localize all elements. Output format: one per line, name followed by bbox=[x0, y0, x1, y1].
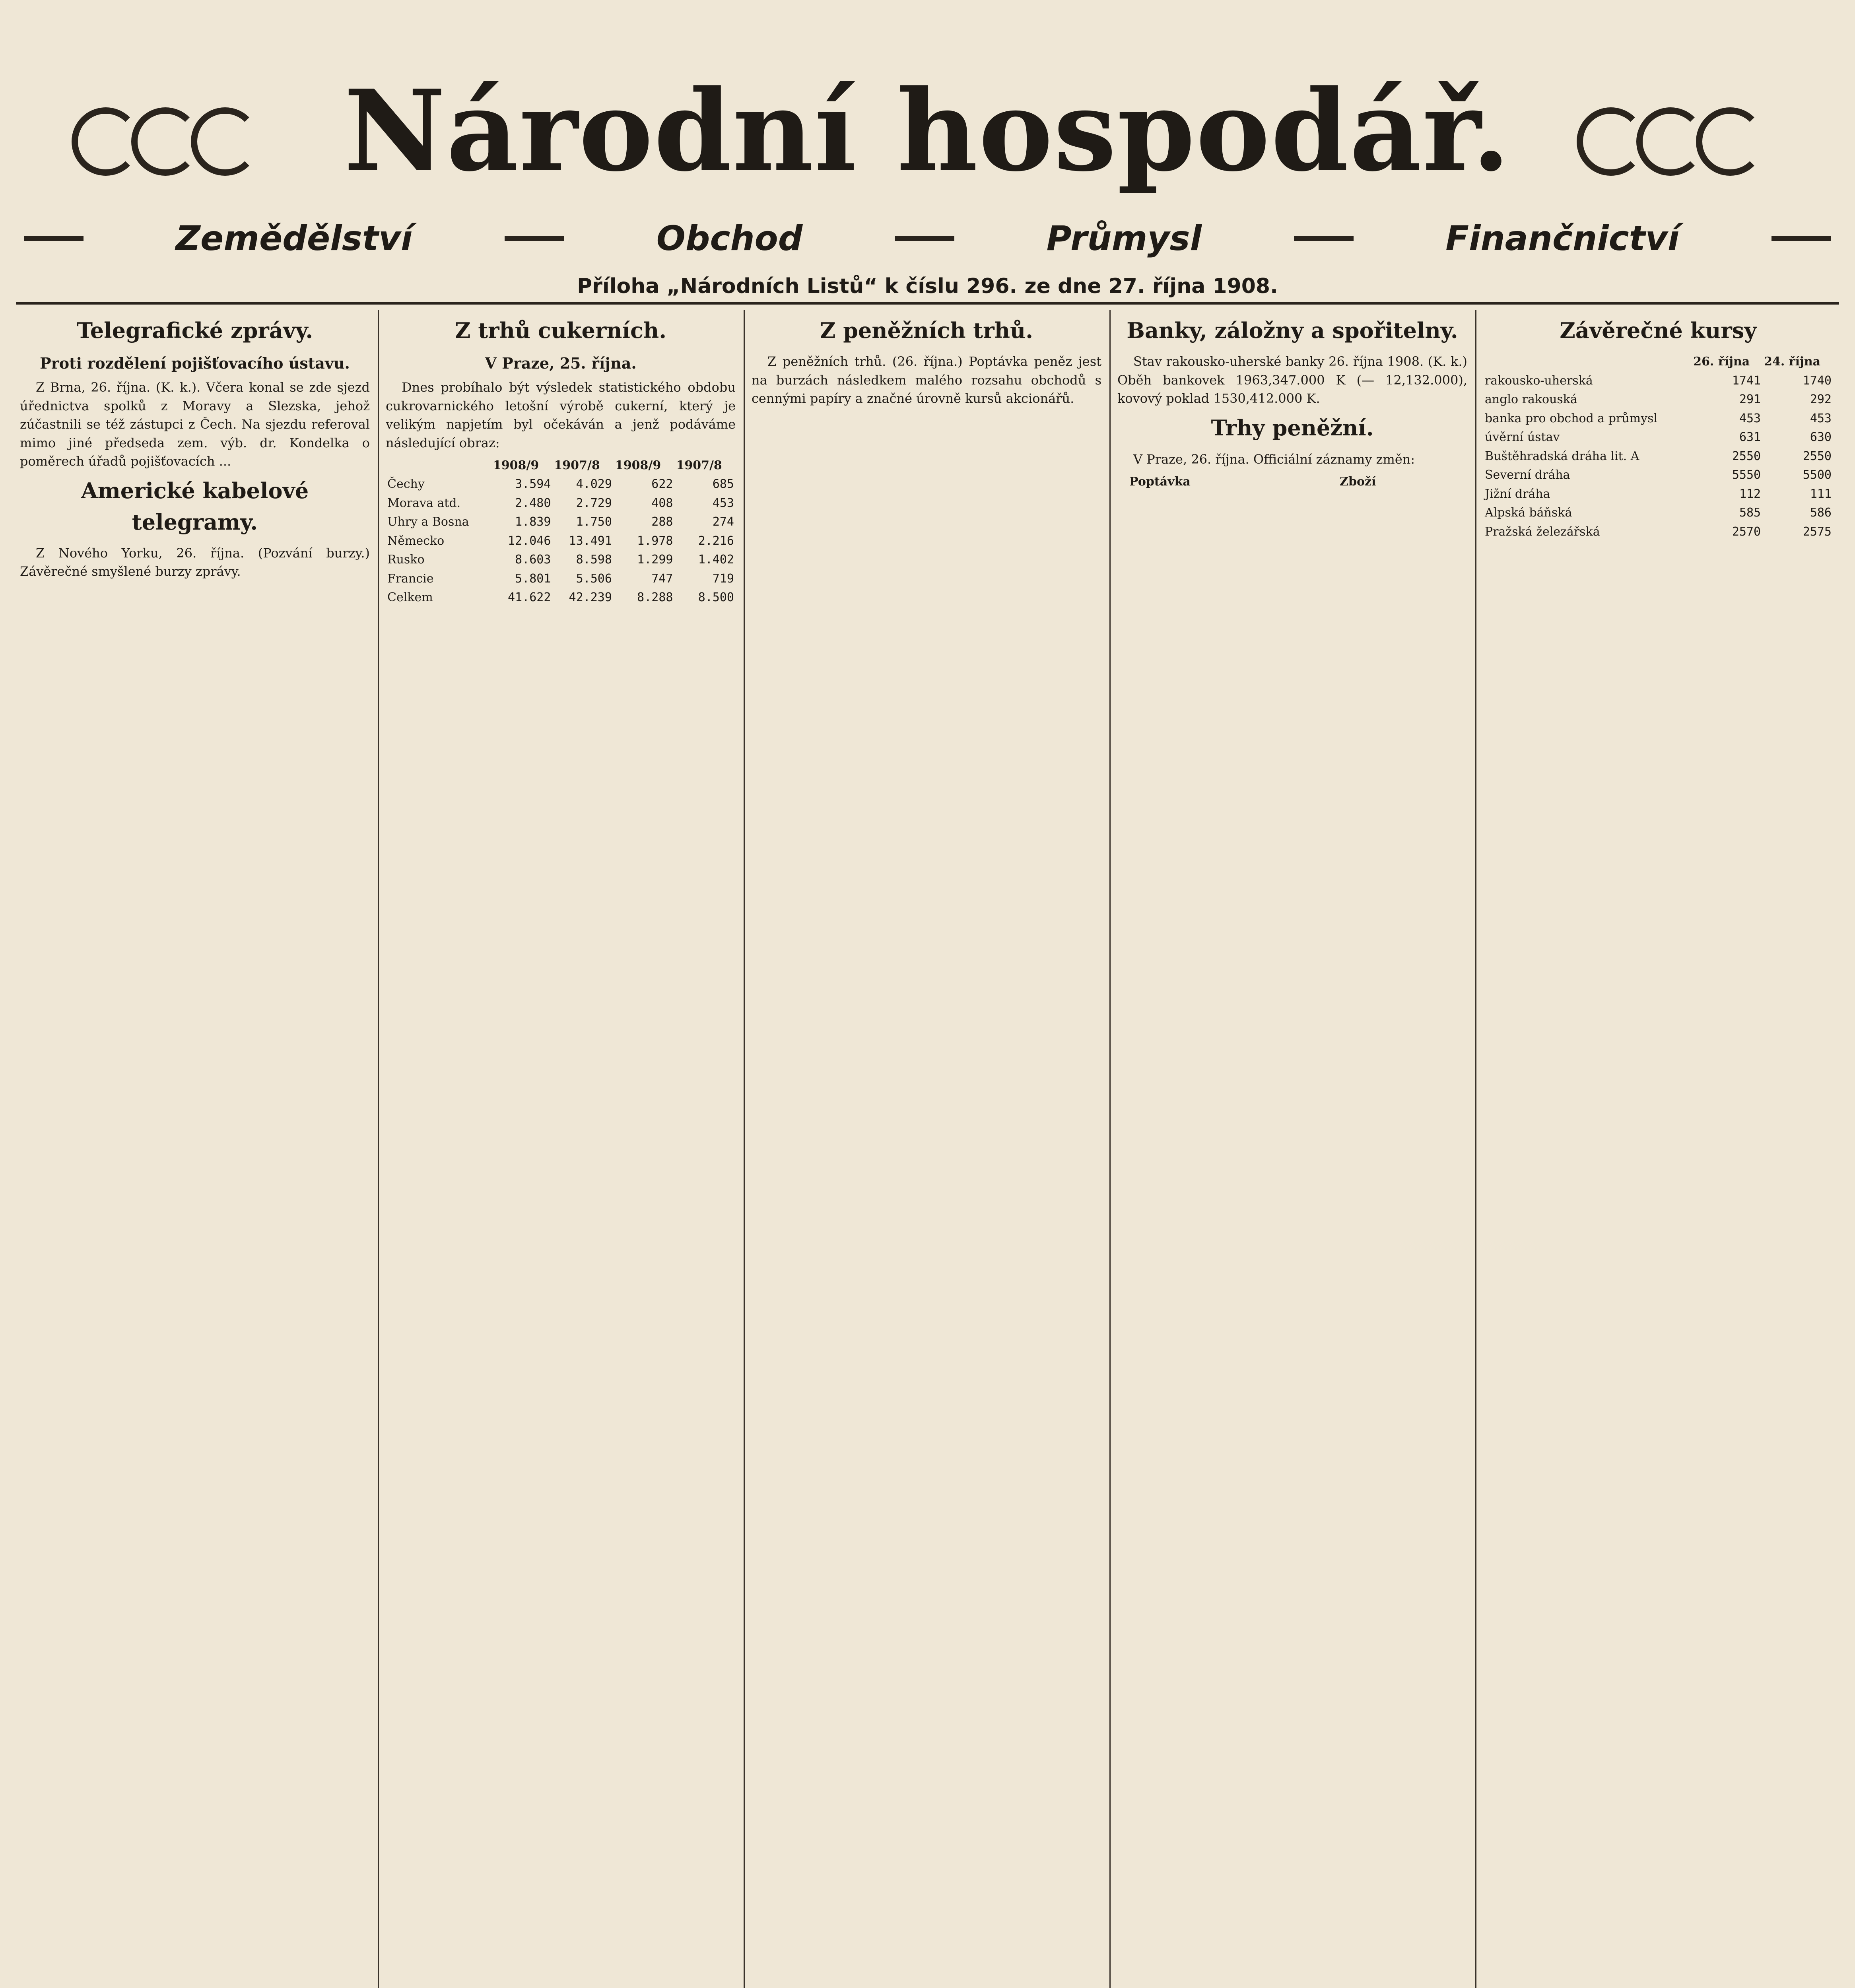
section-divider bbox=[1294, 236, 1354, 241]
table-row bbox=[1483, 466, 1833, 485]
table-cell: 288 bbox=[651, 515, 673, 529]
section-divider bbox=[1771, 236, 1831, 241]
table-header-cell: 26. října bbox=[1693, 355, 1750, 369]
table-cell: Jižní dráha bbox=[1485, 487, 1550, 501]
table-cell: anglo rakouská bbox=[1485, 392, 1577, 407]
section-bar bbox=[24, 217, 1831, 260]
table-cell: 631 bbox=[1739, 430, 1761, 445]
sugar-place: V Praze, 25. října. bbox=[485, 354, 637, 373]
table-row bbox=[1483, 428, 1833, 447]
table-header-cell: 1907/8 bbox=[554, 458, 600, 472]
american-telegram-heading: Americké kabelové telegramy. bbox=[81, 478, 309, 535]
table-cell: banka pro obchod a průmysl bbox=[1485, 411, 1658, 425]
table-header-row bbox=[1483, 352, 1833, 371]
table-header-row bbox=[1117, 472, 1467, 491]
sugar-paragraph: Dnes probíhalo být výsledek statistického obdobu cukrovarnického letošní výrobě cukerní, který je velikým napjetím byl očekáván a jenž podáváme následující obraz: bbox=[386, 380, 736, 450]
table-cell: 3.594 bbox=[515, 477, 551, 491]
table-cell: Uhry a Bosna bbox=[387, 515, 469, 529]
table-cell: Severní dráha bbox=[1485, 468, 1570, 482]
banks-paragraph: Stav rakousko-uherské banky 26. října 1908. (K. k.) Oběh bankovek 1963,347.000 K (— 12,132.000), kovový poklad 1530,412.000 K. bbox=[1117, 354, 1467, 406]
table-cell: 8.288 bbox=[637, 590, 673, 605]
table-cell: 2550 bbox=[1732, 449, 1761, 463]
table-cell: 4.029 bbox=[576, 477, 612, 491]
table-cell: 747 bbox=[651, 571, 673, 586]
table-cell: 685 bbox=[712, 477, 734, 491]
money-markets-place: V Praze, 26. října. Officiální záznamy změn: bbox=[1133, 451, 1415, 467]
table-cell: Alpská báňská bbox=[1485, 506, 1572, 520]
table-row bbox=[386, 475, 736, 494]
table-cell: 41.622 bbox=[508, 590, 551, 605]
table-header-cell bbox=[1117, 472, 1128, 491]
section-finance: Finančnictví bbox=[1445, 219, 1680, 258]
closing-quotes-table bbox=[1483, 352, 1833, 541]
column-2 bbox=[386, 310, 736, 1988]
article-columns bbox=[20, 310, 1833, 1988]
table-row bbox=[1483, 503, 1833, 522]
money-heading: Z peněžních trhů. bbox=[820, 318, 1033, 343]
table-cell: 622 bbox=[651, 477, 673, 491]
table-row bbox=[1483, 485, 1833, 504]
table-cell: rakousko-uherská bbox=[1485, 373, 1593, 388]
table-header-cell: Zboží bbox=[1340, 475, 1376, 489]
table-cell: 719 bbox=[712, 571, 734, 586]
table-cell: 5500 bbox=[1803, 468, 1832, 482]
telegram-subheading: Proti rozdělení pojišťovacího ústavu. bbox=[40, 354, 350, 373]
section-divider bbox=[24, 236, 84, 241]
table-cell: Pražská železářská bbox=[1485, 524, 1600, 539]
table-row bbox=[1483, 447, 1833, 466]
table-cell: 1.839 bbox=[515, 515, 551, 529]
column-5 bbox=[1483, 310, 1833, 1988]
section-divider bbox=[505, 236, 564, 241]
banks-heading: Banky, záložny a spořitelny. bbox=[1127, 318, 1458, 343]
table-header-cell: 1908/9 bbox=[493, 458, 539, 472]
table-row bbox=[386, 550, 736, 569]
money-paragraph: Z peněžních trhů. (26. října.) Poptávka peněz jest na burzách následkem malého rozsahu obchodů s cennými papíry a značné úrovně kursů akcionářů. bbox=[752, 354, 1101, 406]
sugar-heading: Z trhů cukerních. bbox=[455, 318, 666, 343]
table-cell: 453 bbox=[712, 496, 734, 510]
table-cell: 1.978 bbox=[637, 534, 673, 548]
table-cell: 292 bbox=[1810, 392, 1832, 407]
table-cell: 13.491 bbox=[569, 534, 612, 548]
column-3 bbox=[752, 310, 1101, 1988]
american-telegram-paragraph: Z Nového Yorku, 26. října. (Pozvání burzy.) Závěrečné smyšlené burzy zprávy. bbox=[20, 545, 370, 579]
table-cell: 42.239 bbox=[569, 590, 612, 605]
table-row bbox=[1483, 409, 1833, 428]
table-cell: 630 bbox=[1810, 430, 1832, 445]
table-cell: 8.603 bbox=[515, 553, 551, 567]
table-cell: 453 bbox=[1810, 411, 1832, 425]
table-cell: 274 bbox=[712, 515, 734, 529]
table-cell: 1.402 bbox=[698, 553, 734, 567]
telegram-paragraph: Z Brna, 26. října. (K. k.). Včera konal se zde sjezd úřednictva spolků z Moravy a Slezska, jehož zúčastnili se též zástupci z Čech. Na sjezdu referoval mimo jiné předseda zem. výb. dr. Kondelka o poměrech úřadů pojišťovacích ... bbox=[20, 380, 370, 469]
table-cell: 2570 bbox=[1732, 524, 1761, 539]
table-cell: 8.500 bbox=[698, 590, 734, 605]
masthead bbox=[24, 60, 1831, 314]
header-rule bbox=[16, 302, 1839, 305]
table-cell: 2.216 bbox=[698, 534, 734, 548]
table-cell: 586 bbox=[1810, 506, 1832, 520]
table-cell: 2.729 bbox=[576, 496, 612, 510]
table-cell: 2575 bbox=[1803, 524, 1832, 539]
column-4 bbox=[1117, 310, 1467, 1988]
table-cell: Celkem bbox=[387, 590, 433, 605]
table-cell: 291 bbox=[1739, 392, 1761, 407]
table-cell: 2.480 bbox=[515, 496, 551, 510]
table-cell: Francie bbox=[387, 571, 434, 586]
table-header-cell bbox=[386, 456, 491, 475]
newspaper-title: Národní hospodář. bbox=[344, 66, 1511, 196]
table-total-row bbox=[386, 588, 736, 607]
telegram-heading: Telegrafické zprávy. bbox=[76, 318, 313, 343]
table-cell: 453 bbox=[1739, 411, 1761, 425]
table-cell: 111 bbox=[1810, 487, 1832, 501]
table-row bbox=[386, 494, 736, 513]
table-header-cell: 1908/9 bbox=[615, 458, 661, 472]
table-cell: 12.046 bbox=[508, 534, 551, 548]
table-row bbox=[386, 513, 736, 532]
table-row bbox=[1483, 522, 1833, 542]
table-cell: Morava atd. bbox=[387, 496, 461, 510]
table-row bbox=[386, 532, 736, 551]
section-trade: Obchod bbox=[656, 219, 803, 258]
table-header-row bbox=[386, 456, 736, 475]
quotes-table bbox=[1117, 472, 1467, 491]
table-cell: Buštěhradská dráha lit. A bbox=[1485, 449, 1639, 463]
table-cell: 1.299 bbox=[637, 553, 673, 567]
table-cell: 112 bbox=[1739, 487, 1761, 501]
table-cell: 5.506 bbox=[576, 571, 612, 586]
column-divider bbox=[1475, 310, 1476, 1988]
table-cell: 1741 bbox=[1732, 373, 1761, 388]
table-header-cell: 1907/8 bbox=[676, 458, 722, 472]
closing-quotes-heading: Závěrečné kursy bbox=[1560, 318, 1757, 343]
table-cell: 2550 bbox=[1803, 449, 1832, 463]
table-cell: 8.598 bbox=[576, 553, 612, 567]
table-row bbox=[1483, 371, 1833, 390]
sugar-table bbox=[386, 456, 736, 607]
supplement-note: Příloha „Národních Listů“ k číslu 296. ze dne 27. října 1908. bbox=[577, 274, 1278, 298]
table-row bbox=[386, 569, 736, 588]
table-row bbox=[1483, 390, 1833, 409]
column-1 bbox=[20, 310, 370, 1988]
table-header-cell: Poptávka bbox=[1129, 475, 1191, 489]
table-cell: 5.801 bbox=[515, 571, 551, 586]
table-cell: 408 bbox=[651, 496, 673, 510]
column-divider bbox=[744, 310, 745, 1988]
money-markets-heading: Trhy peněžní. bbox=[1211, 415, 1374, 441]
table-cell: Německo bbox=[387, 534, 445, 548]
table-cell: úvěrní ústav bbox=[1485, 430, 1560, 445]
section-industry: Průmysl bbox=[1046, 219, 1202, 258]
table-cell: 1740 bbox=[1803, 373, 1832, 388]
table-cell: Rusko bbox=[387, 553, 425, 567]
table-cell: 1.750 bbox=[576, 515, 612, 529]
table-header-cell: 24. října bbox=[1764, 355, 1821, 369]
table-cell: 5550 bbox=[1732, 468, 1761, 482]
table-cell: 585 bbox=[1739, 506, 1761, 520]
section-agriculture: Zemědělství bbox=[175, 219, 413, 258]
column-divider bbox=[1109, 310, 1111, 1988]
column-divider bbox=[378, 310, 379, 1988]
section-divider bbox=[895, 236, 954, 241]
table-cell: Čechy bbox=[387, 477, 425, 491]
